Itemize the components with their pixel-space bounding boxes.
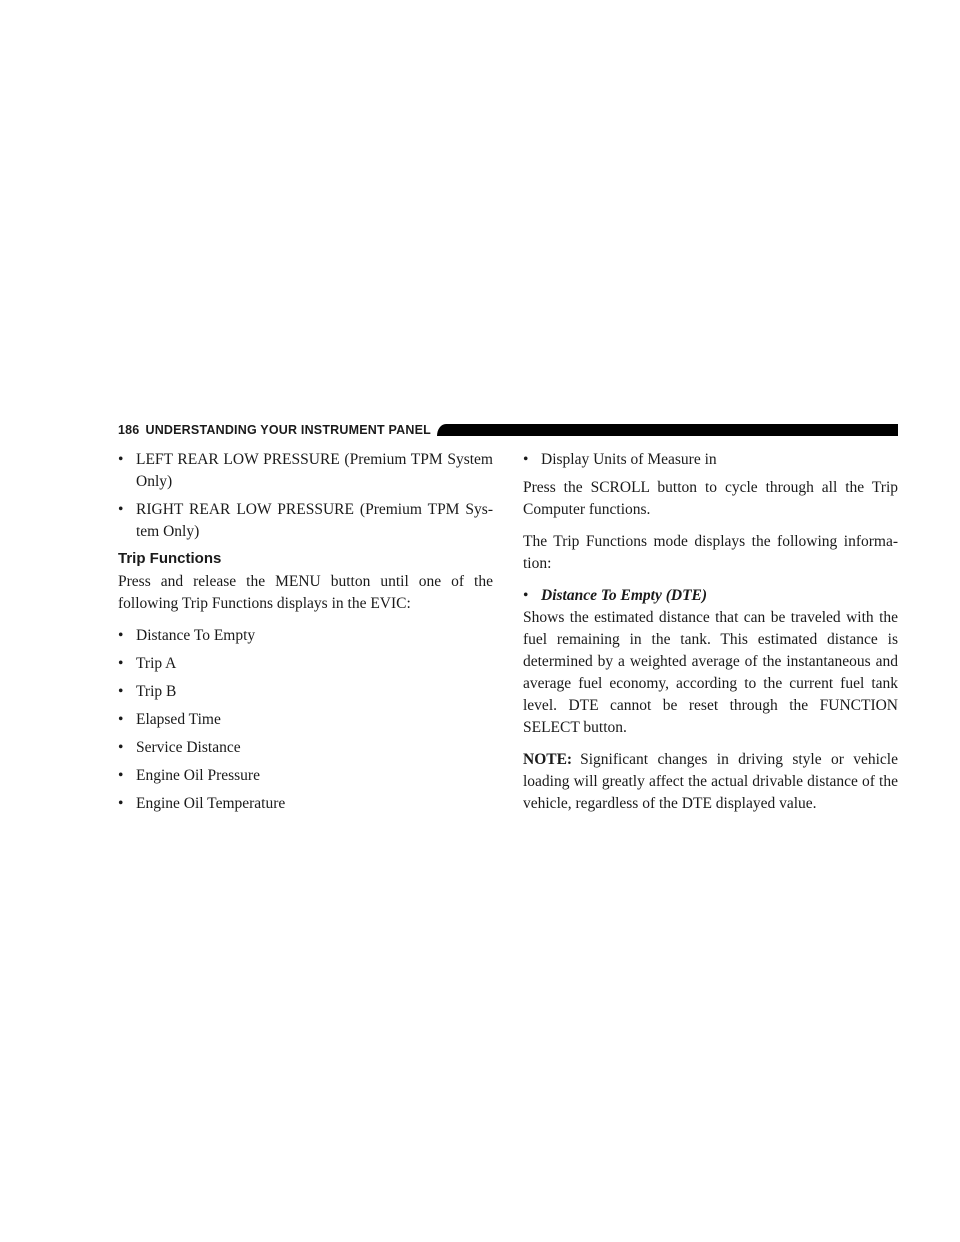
bullet-dot: •	[118, 683, 124, 700]
bullet-dot: •	[118, 655, 124, 672]
list-item	[118, 653, 493, 675]
bullet-display-units	[523, 449, 898, 471]
bullet-dot: •	[118, 627, 124, 644]
list-item-text: Service Distance	[136, 739, 241, 756]
scroll-paragraph: Press the SCROLL button to cycle through all the Trip Computer functions.	[523, 479, 898, 518]
page-number: 186	[118, 423, 140, 437]
left-column	[118, 449, 493, 821]
bullet-text: RIGHT REAR LOW PRESSURE (Premium TPM Sys- tem Only)	[136, 501, 493, 540]
bullet-dot: •	[118, 767, 124, 784]
bullet-dot: •	[523, 587, 529, 604]
list-item	[118, 765, 493, 787]
list-item	[118, 625, 493, 647]
bullet-text: Display Units of Measure in	[541, 451, 717, 468]
bullet-text: LEFT REAR LOW PRESSURE (Premium TPM System Only)	[136, 451, 493, 490]
page-header	[118, 420, 898, 440]
list-item-text: Trip B	[136, 683, 177, 700]
list-item-text: Engine Oil Pressure	[136, 767, 260, 784]
bullet-dot: •	[118, 739, 124, 756]
note-paragraph	[523, 749, 898, 815]
bullet-dot: •	[523, 451, 529, 468]
right-column	[523, 449, 898, 825]
list-item	[118, 709, 493, 731]
bullet-dot: •	[118, 451, 124, 468]
header-title: UNDERSTANDING YOUR INSTRUMENT PANEL	[145, 423, 431, 437]
bullet-dot: •	[118, 711, 124, 728]
list-item-text: Trip A	[136, 655, 177, 672]
list-item	[118, 793, 493, 815]
bullet-left-rear	[118, 449, 493, 493]
dte-heading-item	[523, 585, 898, 607]
list-item-text: Elapsed Time	[136, 711, 221, 728]
list-item-text: Engine Oil Temperature	[136, 795, 286, 812]
trip-intro-paragraph: Press and release the MENU button until one of the following Trip Functions displays in the EVIC:	[118, 573, 493, 612]
dte-paragraph: Shows the estimated distance that can be traveled with the fuel remaining in the tank. This estimated distance is determined by a weighted average of the instantaneous and average fuel economy, according to the current fuel tank level. DTE cannot be reset through the FUNCTION SELECT button.	[523, 609, 898, 736]
bullet-dot: •	[118, 795, 124, 812]
list-item	[118, 681, 493, 703]
note-text: Significant changes in driving style or vehicle loading will greatly affect the actual drivable distance of the vehicle, regardless of the DTE displayed value.	[523, 751, 898, 812]
bullet-dot: •	[118, 501, 124, 518]
bullet-right-rear	[118, 499, 493, 543]
mode-paragraph: The Trip Functions mode displays the following informa- tion:	[523, 533, 898, 572]
section-heading-trip-functions: Trip Functions	[118, 550, 222, 567]
header-rule	[437, 424, 898, 436]
list-item	[118, 737, 493, 759]
note-label: NOTE:	[523, 751, 573, 768]
list-item-text: Distance To Empty	[136, 627, 256, 644]
dte-heading: Distance To Empty (DTE)	[541, 587, 708, 604]
